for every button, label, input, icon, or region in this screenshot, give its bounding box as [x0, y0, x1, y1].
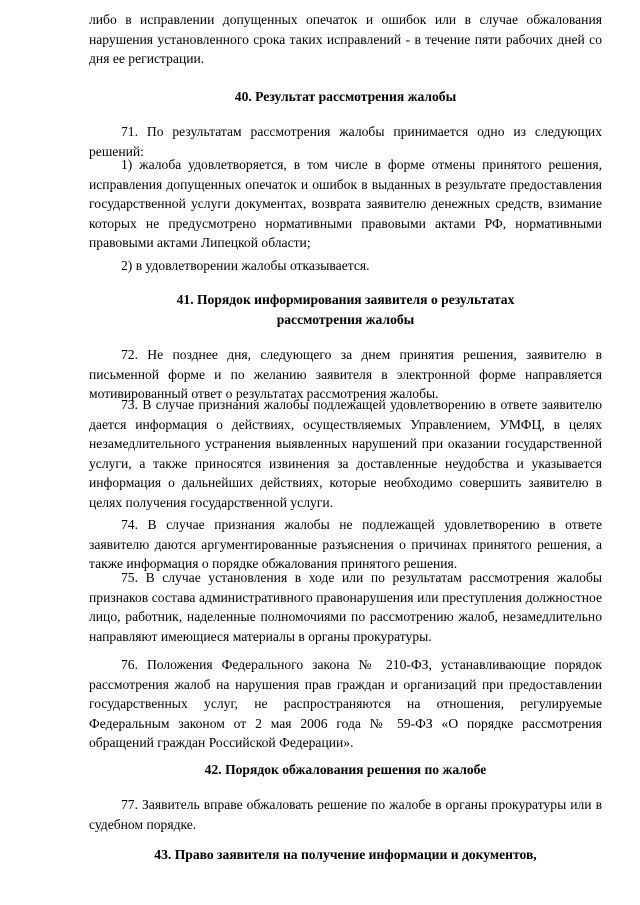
- paragraph-71-item-2: 2) в удовлетворении жалобы отказывается.: [121, 258, 370, 273]
- paragraph-71: 71. По результатам рассмотрения жалобы принимается одно из следующих решений:: [89, 124, 602, 159]
- paragraph-75: 75. В случае установления в ходе или по результатам рассмотрения жалобы признаков состава административного правонарушения или преступления должностное лицо, работник, наделенные полномочиями по рассмотрению жалоб, незамедлительно направляют имеющиеся материалы в органы прокуратуры.: [89, 570, 602, 644]
- paragraph-71-item-1: 1) жалоба удовлетворяется, в том числе в форме отмены принятого решения, исправления допущенных опечаток и ошибок в выданных в результате предоставления государственной услуги документах, возврата заявителю денежных средств, взимание которых не предусмотрено нормативными правовыми актами РФ, нормативными правовыми актами Липецкой области;: [89, 157, 602, 251]
- paragraph-77: 77. Заявитель вправе обжаловать решение по жалобе в органы прокуратуры или в судебном порядке.: [89, 797, 602, 832]
- paragraph-73: 73. В случае признания жалобы подлежащей удовлетворению в ответе заявителю дается информация о действиях, осуществляемых Управлением, УМФЦ, в целях незамедлительного устранения выявленных нарушений при оказании государственной услуги, а также приносятся извинения за доставленные неудобства и указывается информация о дальнейших действиях, которые необходимо совершить заявителю в целях получения государственной услуги.: [89, 397, 602, 510]
- section-heading-41: [89, 290, 602, 329]
- section-heading-40: 40. Результат рассмотрения жалобы: [234, 89, 457, 104]
- section-heading-42: 42. Порядок обжалования решения по жалобе: [204, 762, 487, 777]
- paragraph-74: 74. В случае признания жалобы не подлежащей удовлетворению в ответе заявителю даются аргументированные разъяснения о причинах принятого решения, а также информация о порядке обжалования принятого решения.: [89, 517, 602, 572]
- section-heading-43: 43. Право заявителя на получение информации и документов,: [154, 847, 537, 862]
- paragraph-72: 72. Не позднее дня, следующего за днем принятия решения, заявителю в письменной форме и по желанию заявителя в электронной форме направляется мотивированный ответ о результатах рассмотрения жалобы.: [89, 347, 602, 402]
- paragraph-76: 76. Положения Федерального закона № 210-ФЗ, устанавливающие порядок рассмотрения жалоб на нарушения прав граждан и организаций при предоставлении государственных услуг, не распространяются на отношения, регулируемые Федеральным законом от 2 мая 2006 года № 59-ФЗ «О порядке рассмотрения обращений граждан Российской Федерации».: [89, 657, 602, 751]
- section-heading-41-line-1: 41. Порядок информирования заявителя о результатах: [176, 292, 515, 307]
- section-heading-41-line-2: рассмотрения жалобы: [276, 311, 415, 327]
- paragraph-intro: либо в исправлении допущенных опечаток и ошибок или в случае обжалования нарушения установленного срока таких исправлений - в течение пяти рабочих дней со дня ее регистрации.: [89, 12, 602, 67]
